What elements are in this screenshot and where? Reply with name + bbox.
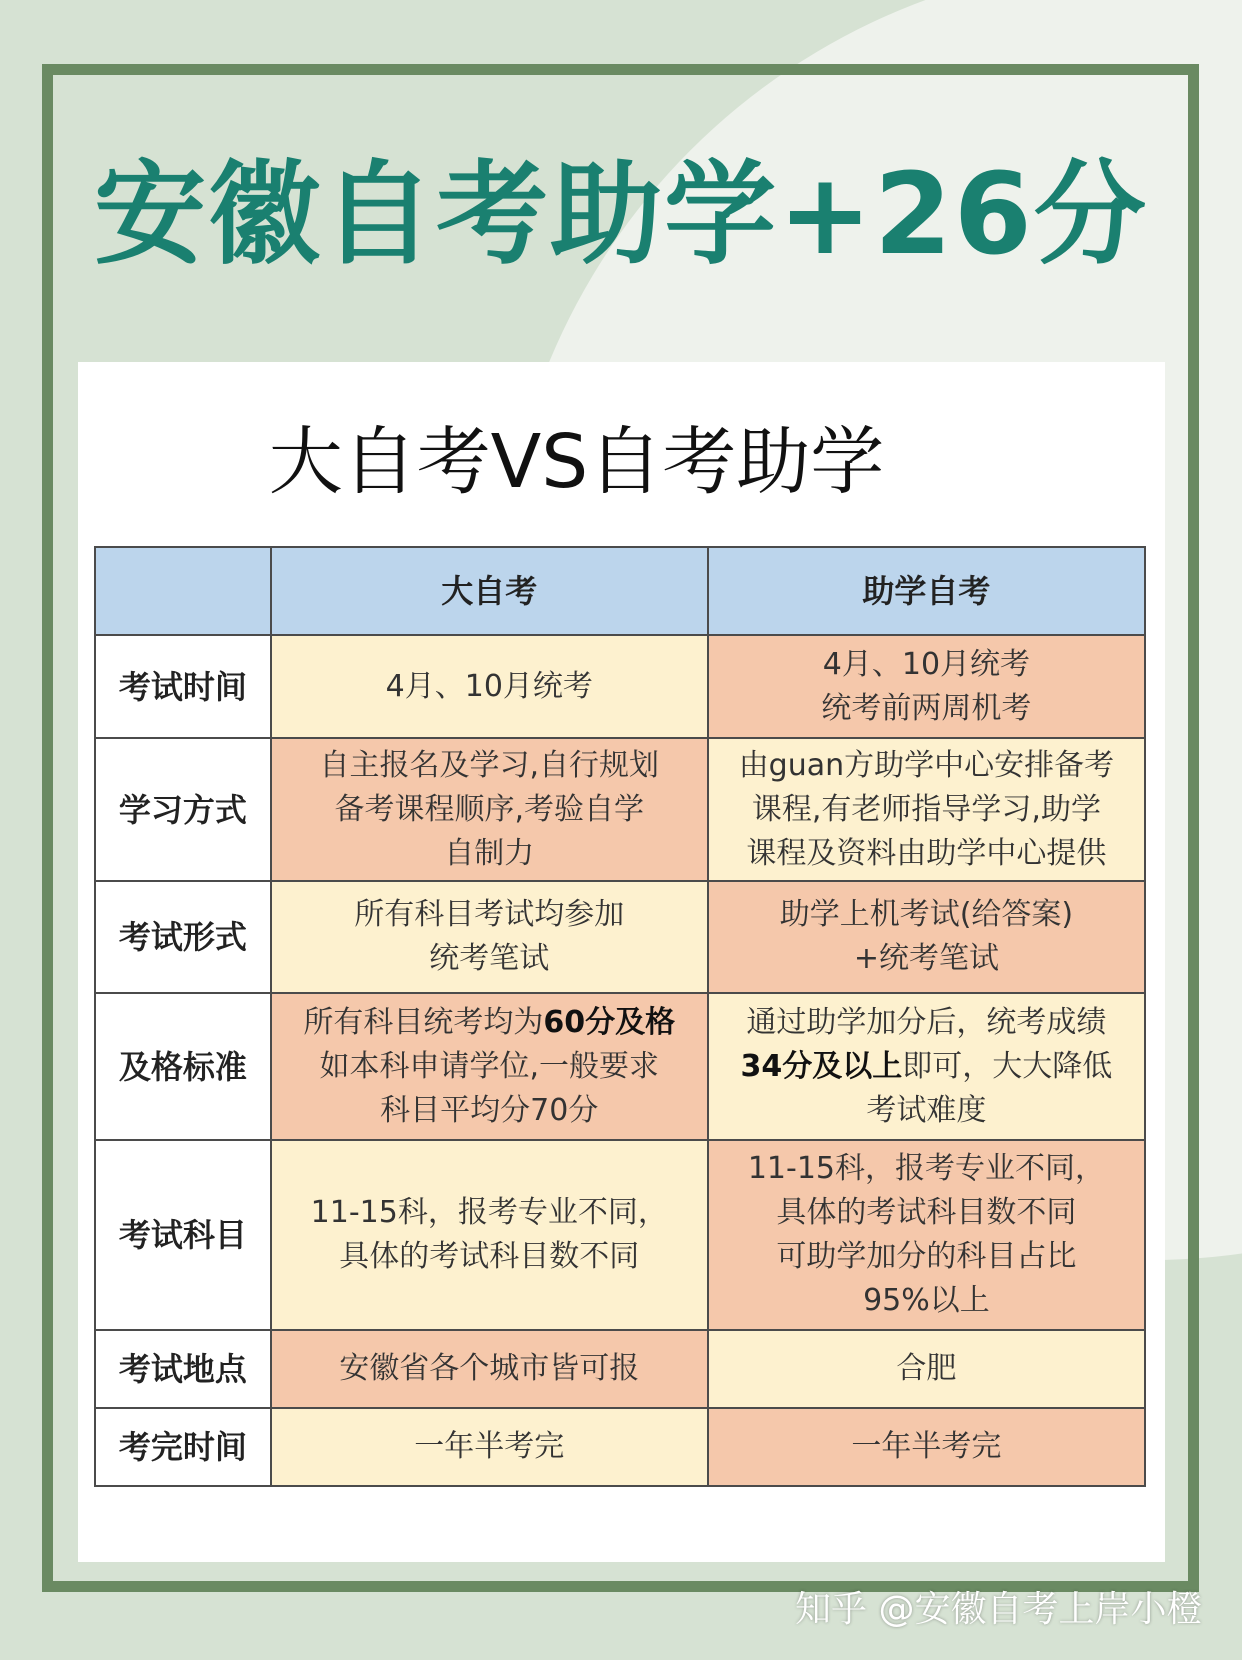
table-row bbox=[95, 635, 1145, 738]
row-label: 学习方式 bbox=[95, 738, 271, 881]
table-row bbox=[95, 1408, 1145, 1486]
table-row bbox=[95, 738, 1145, 881]
table-row bbox=[95, 1140, 1145, 1330]
row-label: 考完时间 bbox=[95, 1408, 271, 1486]
row-label: 考试形式 bbox=[95, 881, 271, 993]
row-label: 考试时间 bbox=[95, 635, 271, 738]
cell-dazikao: 所有科目统考均为60分及格 如本科申请学位,一般要求 科目平均分70分 bbox=[271, 993, 708, 1140]
comparison-card bbox=[78, 362, 1165, 1562]
cell-dazikao: 自主报名及学习,自行规划 备考课程顺序,考验自学 自制力 bbox=[271, 738, 708, 881]
cell-zhuxue: 由guan方助学中心安排备考 课程,有老师指导学习,助学 课程及资料由助学中心提供 bbox=[708, 738, 1145, 881]
comparison-table bbox=[94, 546, 1146, 1487]
cell-zhuxue: 合肥 bbox=[708, 1330, 1145, 1408]
row-label: 考试地点 bbox=[95, 1330, 271, 1408]
cell-zhuxue: 通过助学加分后，统考成绩 34分及以上即可，大大降低 考试难度 bbox=[708, 993, 1145, 1140]
cell-dazikao: 所有科目考试均参加 统考笔试 bbox=[271, 881, 708, 993]
table-row bbox=[95, 1330, 1145, 1408]
cell-dazikao: 一年半考完 bbox=[271, 1408, 708, 1486]
pass-score-highlight: 60分及格 bbox=[543, 1004, 676, 1040]
cell-dazikao: 安徽省各个城市皆可报 bbox=[271, 1330, 708, 1408]
row-label: 考试科目 bbox=[95, 1140, 271, 1330]
header-zhuxue: 助学自考 bbox=[708, 547, 1145, 635]
headline: 安徽自考助学+26分 bbox=[94, 150, 1148, 280]
table-row bbox=[95, 881, 1145, 993]
table-row bbox=[95, 993, 1145, 1140]
cell-zhuxue: 4月、10月统考 统考前两周机考 bbox=[708, 635, 1145, 738]
cell-dazikao: 4月、10月统考 bbox=[271, 635, 708, 738]
row-label: 及格标准 bbox=[95, 993, 271, 1140]
pass-score-highlight: 34分及以上 bbox=[740, 1048, 903, 1084]
header-corner bbox=[95, 547, 271, 635]
cell-zhuxue: 助学上机考试(给答案) +统考笔试 bbox=[708, 881, 1145, 993]
cell-dazikao: 11-15科，报考专业不同， 具体的考试科目数不同 bbox=[271, 1140, 708, 1330]
card-title: 大自考VS自考助学 bbox=[268, 419, 885, 505]
cell-zhuxue: 一年半考完 bbox=[708, 1408, 1145, 1486]
table-header-row bbox=[95, 547, 1145, 635]
watermark: 知乎 @安徽自考上岸小橙 bbox=[795, 1589, 1203, 1630]
header-dazikao: 大自考 bbox=[271, 547, 708, 635]
cell-zhuxue: 11-15科，报考专业不同， 具体的考试科目数不同 可助学加分的科目占比 95%以上 bbox=[708, 1140, 1145, 1330]
